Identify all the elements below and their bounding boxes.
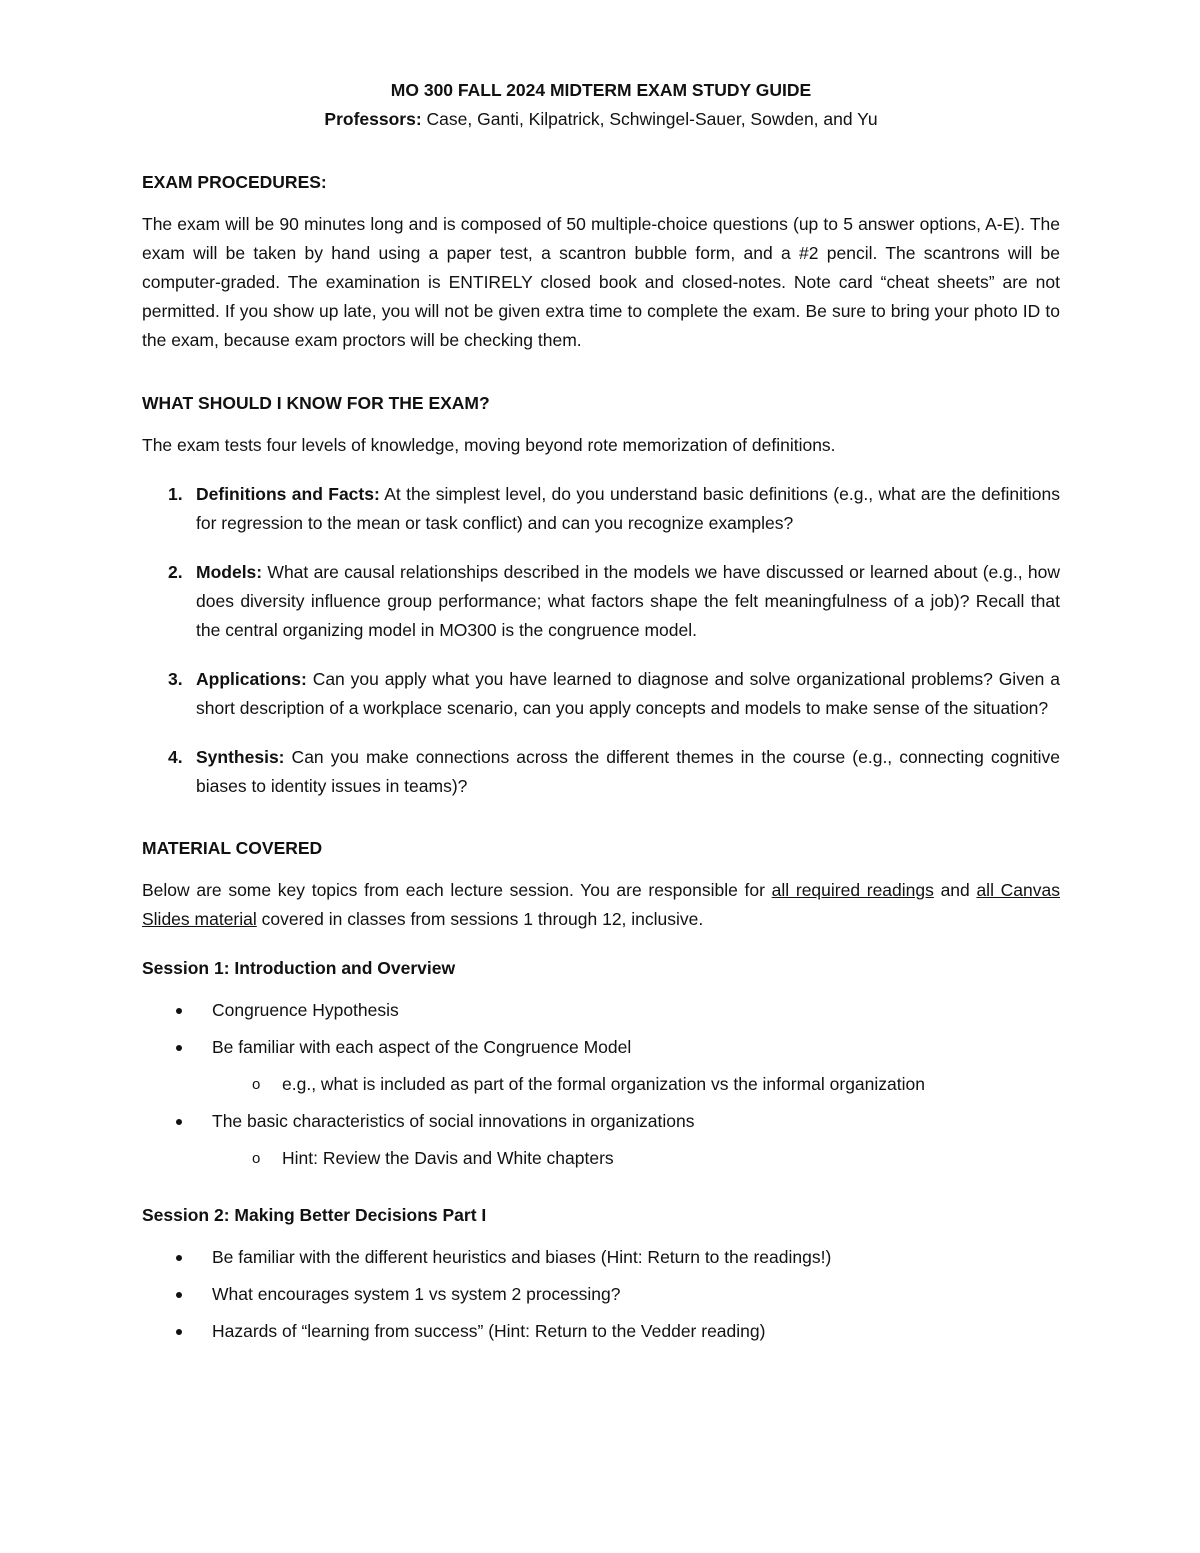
level-term: Synthesis:	[196, 747, 285, 767]
list-item	[142, 665, 1060, 723]
list-item-text: Congruence Hypothesis	[212, 1000, 399, 1020]
list-item	[142, 743, 1060, 801]
material-intro	[142, 876, 1060, 934]
session-1-heading: Session 1: Introduction and Overview	[142, 958, 456, 978]
list-number: 4.	[168, 747, 183, 767]
list-number: 2.	[168, 562, 183, 582]
professors-label: Professors:	[324, 109, 422, 129]
knowledge-intro: The exam tests four levels of knowledge, moving beyond rote memorization of definitions.	[142, 435, 836, 455]
document-title: MO 300 FALL 2024 MIDTERM EXAM STUDY GUIDE	[390, 80, 812, 100]
knowledge-levels-list	[142, 480, 1060, 801]
session-2-list	[142, 1243, 1060, 1346]
list-item	[142, 1280, 1060, 1309]
sub-list	[212, 1144, 1060, 1173]
bullet-icon	[176, 1255, 182, 1261]
session-1-list	[142, 996, 1060, 1173]
procedures-body: The exam will be 90 minutes long and is composed of 50 multiple-choice questions (up to 5 answer options, A-E). The exam will be taken by hand using a paper test, a scantron bubble form, and a #2 pencil. The scantrons will be computer-graded. The examination is ENTIRELY closed book and closed-notes. Note card “cheat sheets” are not permitted. If you show up late, you will not be given extra time to complete the exam. Be sure to bring your photo ID to the exam, because exam proctors will be checking them.	[142, 214, 1060, 350]
sub-bullet-icon: o	[252, 1076, 261, 1093]
bullet-icon	[176, 1119, 182, 1125]
list-item	[142, 558, 1060, 645]
list-item-text: Be familiar with each aspect of the Congruence Model	[212, 1037, 632, 1057]
bullet-icon	[176, 1292, 182, 1298]
list-item	[142, 1033, 1060, 1099]
list-item	[142, 480, 1060, 538]
professors-line	[142, 105, 1060, 134]
list-item-text: The basic characteristics of social innovations in organizations	[212, 1111, 695, 1131]
level-term: Definitions and Facts:	[196, 484, 380, 504]
material-intro-text: covered in classes from sessions 1 through 12, inclusive.	[256, 909, 704, 929]
sub-list-item-text: e.g., what is included as part of the formal organization vs the informal organization	[282, 1074, 925, 1094]
required-readings-link[interactable]: all required readings	[771, 880, 934, 900]
list-item-text: Be familiar with the different heuristics and biases (Hint: Return to the readings!)	[212, 1247, 832, 1267]
list-item-text: What encourages system 1 vs system 2 processing?	[212, 1284, 621, 1304]
sub-bullet-icon: o	[252, 1150, 261, 1167]
level-text: Can you make connections across the different themes in the course (e.g., connecting cognitive biases to identity issues in teams)?	[196, 747, 1060, 796]
level-text: Can you apply what you have learned to diagnose and solve organizational problems? Given a short description of a workplace scenario, can you apply concepts and models to make sense of the situation?	[196, 669, 1060, 718]
session-2-heading: Session 2: Making Better Decisions Part I	[142, 1205, 487, 1225]
list-item	[142, 996, 1060, 1025]
professors-names: Case, Ganti, Kilpatrick, Schwingel-Sauer, Sowden, and Yu	[421, 109, 878, 129]
level-term: Applications:	[196, 669, 307, 689]
bullet-icon	[176, 1045, 182, 1051]
list-item-text: Hazards of “learning from success” (Hint: Return to the Vedder reading)	[212, 1321, 766, 1341]
bullet-icon	[176, 1008, 182, 1014]
sub-list-item-text: Hint: Review the Davis and White chapters	[282, 1148, 614, 1168]
list-number: 3.	[168, 669, 183, 689]
canvas-slides-link[interactable]: all Canvas Slides material	[142, 880, 1060, 929]
sub-list-item	[212, 1144, 1060, 1173]
sub-list-item	[212, 1070, 1060, 1099]
material-intro-text: and	[933, 880, 977, 900]
list-item	[142, 1107, 1060, 1173]
list-number: 1.	[168, 484, 183, 504]
material-intro-text: Below are some key topics from each lecture session. You are responsible for	[142, 880, 772, 900]
list-item	[142, 1243, 1060, 1272]
knowledge-heading: WHAT SHOULD I KNOW FOR THE EXAM?	[142, 393, 490, 413]
level-text: What are causal relationships described in the models we have discussed or learned about (e.g., how does diversity influence group performance; what factors shape the felt meaningfulness of a job)? Recall that the central organizing model in MO300 is the congruence model.	[196, 562, 1060, 640]
bullet-icon	[176, 1329, 182, 1335]
material-heading: MATERIAL COVERED	[142, 838, 323, 858]
sub-list	[212, 1070, 1060, 1099]
list-item	[142, 1317, 1060, 1346]
level-term: Models:	[196, 562, 263, 582]
procedures-heading: EXAM PROCEDURES:	[142, 172, 327, 192]
level-text: At the simplest level, do you understand basic definitions (e.g., what are the definitions for regression to the mean or task conflict) and can you recognize examples?	[196, 484, 1060, 533]
